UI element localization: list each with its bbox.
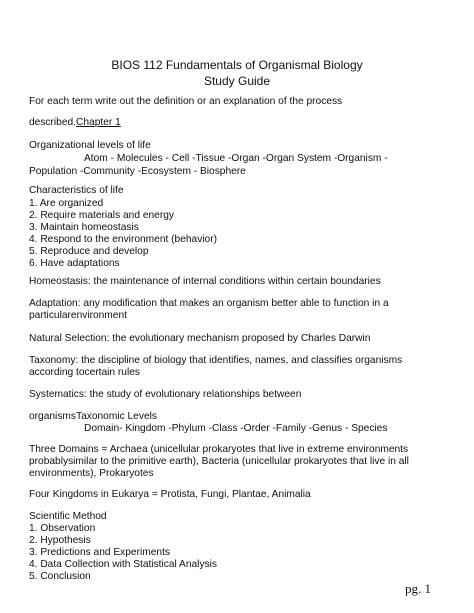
three-domains-line-1: Three Domains = Archaea (unicellular prokaryotes that live in extreme environments <box>29 444 409 455</box>
scientific-method-heading: Scientific Method <box>29 511 107 522</box>
adaptation-definition-line-1: Adaptation: any modification that makes an organism better able to function in a <box>29 298 389 309</box>
scientific-method-step: 3. Predictions and Experiments <box>29 547 170 558</box>
taxonomic-levels-heading: organismsTaxonomic Levels <box>29 411 157 422</box>
three-domains-line-3: environments), Prokaryotes <box>29 468 154 479</box>
taxonomic-levels-list: Domain- Kingdom -Phylum -Class -Order -Family -Genus - Species <box>84 423 388 434</box>
document-title: BIOS 112 Fundamentals of Organismal Biology <box>111 58 363 72</box>
four-kingdoms-definition: Four Kingdoms in Eukarya = Protista, Fungi, Plantae, Animalia <box>29 489 311 500</box>
intro-line-2 <box>29 117 121 129</box>
systematics-definition: Systematics: the study of evolutionary relationships between <box>29 389 302 400</box>
adaptation-definition-line-2: particularenvironment <box>29 310 127 321</box>
scientific-method-step: 4. Data Collection with Statistical Analysis <box>29 559 217 570</box>
taxonomy-definition-line-2: according tocertain rules <box>29 367 140 378</box>
scientific-method-step: 2. Hypothesis <box>29 535 91 546</box>
characteristics-item: 2. Require materials and energy <box>29 210 174 221</box>
homeostasis-definition: Homeostasis: the maintenance of internal conditions within certain boundaries <box>29 276 381 287</box>
characteristics-item: 1. Are organized <box>29 198 104 209</box>
characteristics-item: 4. Respond to the environment (behavior) <box>29 234 218 245</box>
page-number: pg. 1 <box>405 581 431 596</box>
taxonomy-definition-line-1: Taxonomy: the discipline of biology that identifies, names, and classifies organisms <box>29 355 403 366</box>
three-domains-line-2: probablysimilar to the primitive earth), Bacteria (unicellular prokaryotes that live in all <box>29 456 409 467</box>
levels-line-1: Atom - Molecules - Cell -Tissue -Organ -Organ System -Organism - <box>84 153 388 164</box>
natural-selection-definition: Natural Selection: the evolutionary mechanism proposed by Charles Darwin <box>29 333 371 344</box>
scientific-method-step: 1. Observation <box>29 523 96 534</box>
levels-heading: Organizational levels of life <box>29 140 151 151</box>
characteristics-item: 6. Have adaptations <box>29 258 120 269</box>
scientific-method-step: 5. Conclusion <box>29 571 91 582</box>
intro-line-1: For each term write out the definition or an explanation of the process <box>29 96 343 107</box>
chapter-1-link[interactable]: Chapter 1 <box>76 117 121 128</box>
characteristics-item: 3. Maintain homeostasis <box>29 222 139 233</box>
levels-line-2: Population -Community -Ecosystem - Biosphere <box>29 166 246 177</box>
intro-described: described. <box>29 117 77 128</box>
document-subtitle: Study Guide <box>203 74 271 88</box>
characteristics-heading: Characteristics of life <box>29 185 124 196</box>
characteristics-item: 5. Reproduce and develop <box>29 246 149 257</box>
